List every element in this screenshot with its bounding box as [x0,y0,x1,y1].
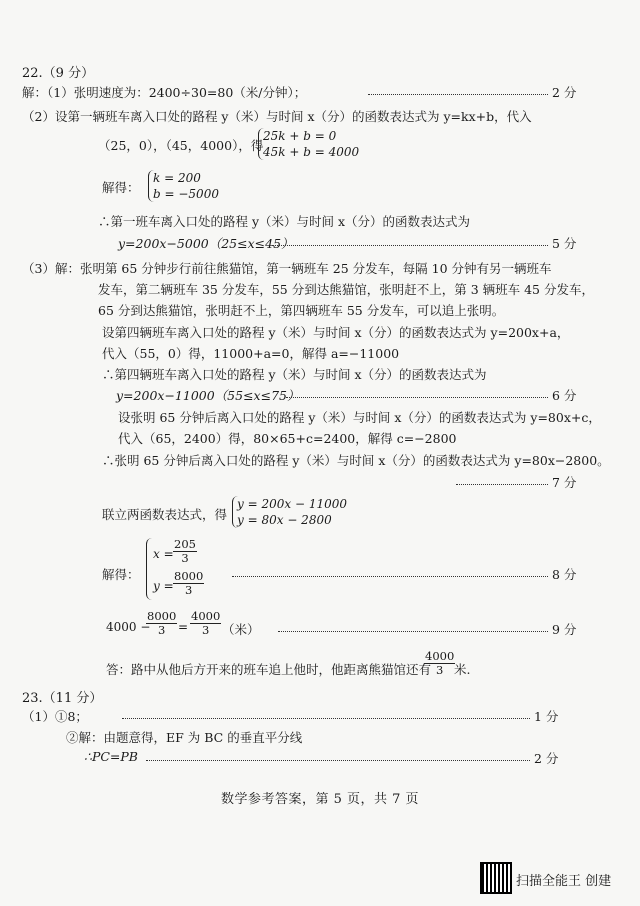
q22-part2-line1: （2）设第一辆班车离入口处的路程 y（米）与时间 x（分）的函数表达式为 y=kx+b，代入 [22,109,532,124]
page-footer: 数学参考答案，第 5 页，共 7 页 [220,792,420,807]
leader-dots [456,484,548,485]
q22-part3-line6: ∴第四辆班车离入口处的路程 y（米）与时间 x（分）的函数表达式为 [102,367,487,382]
equation: 45k + b = 4000 [263,145,360,159]
q22-part3-line9: 代入（65，2400）得，80×65+c=2400，解得 c=−2800 [118,431,457,446]
score-mark: 6 分 [552,388,577,403]
leader-dots [272,245,548,246]
q22-part2-conclusion: ∴第一班车离入口处的路程 y（米）与时间 x（分）的函数表达式为 [98,214,471,229]
leader-dots [286,397,548,398]
equation: 25k + b = 0 [263,129,337,143]
q22-part3-line8: 设张明 65 分钟后离入口处的路程 y（米）与时间 x（分）的函数表达式为 y=80x+c， [118,410,601,425]
equation-system-3 [232,496,347,528]
leader-dots [278,631,548,632]
fraction [190,610,221,637]
combine-label: 联立两函数表达式，得 [102,507,228,522]
q23-part3: ∴PC=PB [84,749,138,764]
solution-y-lhs: y = [153,579,174,593]
fraction [173,538,197,565]
answer-unit: 米. [454,662,471,677]
solution-x-lhs: x = [153,547,174,561]
equals-sign: = [178,620,189,634]
numerator: 4000 [191,609,221,623]
q22-title: 22.（9 分） [22,66,95,81]
q22-part3-line4: 设第四辆班车离入口处的路程 y（米）与时间 x（分）的函数表达式为 y=200x+a， [102,325,570,340]
q22-part2-line2: （25，0），（45，4000），得 [98,138,264,153]
denominator: 3 [184,583,193,597]
fraction [173,570,204,597]
score-mark: 5 分 [552,236,577,251]
numerator: 8000 [174,569,204,583]
denominator: 3 [157,623,166,637]
q22-part3-line5: 代入（55，0）得，11000+a=0，解得 a=−11000 [102,346,400,361]
score-mark: 9 分 [552,622,577,637]
q22-part3-line2: 发车，第二辆班车 35 分发车，55 分到达熊猫馆，张明赶不上，第 3 辆班车 45 分发车， [98,282,594,297]
score-mark: 2 分 [534,751,559,766]
score-mark: 2 分 [552,85,577,100]
equation-system-1 [258,128,359,160]
calc-unit: （米） [222,622,260,637]
scanner-watermark: 扫描全能王 创建 [516,874,612,889]
q22-part1: 解：（1）张明速度为：2400÷30=80（米/分钟）； [22,85,307,100]
q22-part2-function: y=200x−5000（25≤x≤45） [118,236,294,251]
equation: k = 200 [153,171,201,185]
fraction [146,610,177,637]
q22-part3-line10: ∴张明 65 分钟后离入口处的路程 y（米）与时间 x（分）的函数表达式为 y=80x−2800。 [102,453,610,468]
q22-part3-line1: （3）解：张明第 65 分钟步行前往熊猫馆，第一辆班车 25 分发车，每隔 10 分钟有另一辆班车 [22,261,552,276]
numerator: 205 [174,537,196,551]
solve-label: 解得： [102,567,140,582]
score-mark: 8 分 [552,567,577,582]
score-mark: 1 分 [534,709,559,724]
q23-part2: ②解：由题意得，EF 为 BC 的垂直平分线 [66,730,303,745]
equation-system-2 [148,170,219,202]
numerator: 8000 [147,609,177,623]
equation: b = −5000 [153,187,219,201]
solution-system [146,538,213,600]
leader-dots [122,718,530,719]
equation: y = 80x − 2800 [237,513,332,527]
score-mark: 7 分 [552,475,577,490]
numerator: 4000 [425,649,455,663]
solve-label: 解得： [102,180,140,195]
denominator: 3 [435,663,444,677]
leader-dots [146,760,530,761]
leader-dots [232,576,548,577]
q22-part3-function: y=200x−11000（55≤x≤75） [116,388,300,403]
fraction [424,650,455,677]
answer-text: 答：路中从他后方开来的班车追上他时，他距离熊猫馆还有 [106,662,432,677]
leader-dots [368,94,548,95]
q23-title: 23.（11 分） [22,691,103,706]
calc-lhs: 4000 − [106,620,151,634]
q22-part3-line3: 65 分到达熊猫馆，张明赶不上，第四辆班车 55 分发车，可以追上张明。 [98,303,505,318]
q23-part1: （1）①8； [22,709,88,724]
denominator: 3 [181,551,189,565]
denominator: 3 [201,623,210,637]
equation: y = 200x − 11000 [237,497,347,511]
qr-code-icon [482,864,510,892]
